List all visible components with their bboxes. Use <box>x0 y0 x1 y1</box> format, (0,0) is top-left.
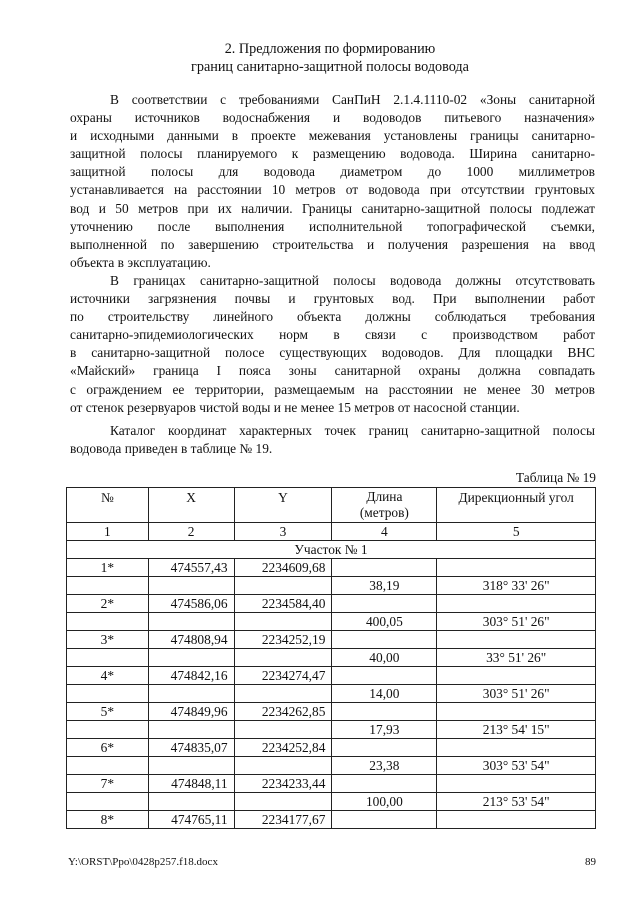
segment-row <box>67 721 596 739</box>
text-line: по строительству линейного объекта должны соблюдаться требования <box>70 309 595 325</box>
text-line: выполненной по завершению строительства и получения разрешения на ввод <box>70 236 595 252</box>
text-line: с ограждением ее территории, размещаемым на расстоянии не менее 30 метров <box>70 381 595 397</box>
table-cell: 2234584,40 <box>234 595 332 613</box>
table-cell <box>67 613 149 631</box>
table-cell <box>148 649 234 667</box>
table-cell: 6* <box>67 739 149 757</box>
table-cell: 318° 33' 26" <box>437 577 596 595</box>
header-angle: Дирекционный угол <box>437 488 596 523</box>
file-path: Y:\ORST\Ppo\0428p257.f18.docx <box>68 856 218 868</box>
table-cell: 303° 51' 26" <box>437 685 596 703</box>
header-length: Длина (метров) <box>332 488 437 523</box>
segment-row <box>67 793 596 811</box>
point-row <box>67 703 596 721</box>
table-cell <box>67 757 149 775</box>
table-cell <box>234 685 332 703</box>
text-line: от стенок резервуаров чистой воды и не менее 15 метров от насосной станции. <box>70 399 520 415</box>
table-cell <box>148 757 234 775</box>
segment-row <box>67 757 596 775</box>
table-cell <box>332 775 437 793</box>
table-header-row <box>67 488 596 523</box>
table-cell <box>234 613 332 631</box>
text-line: В границах санитарно-защитной полосы водовода должны отсутствовать <box>110 272 595 288</box>
header-x: X <box>148 488 234 523</box>
text-line: в санитарно-защитной полосе существующих водоводов. Для площадки ВНС <box>70 345 595 361</box>
table-caption: Таблица № 19 <box>515 470 596 485</box>
table-cell: 474842,16 <box>148 667 234 685</box>
table-cell <box>148 577 234 595</box>
table-cell: 14,00 <box>332 685 437 703</box>
section-title: Участок № 1 <box>67 541 596 559</box>
paragraph-catalog <box>70 422 595 458</box>
point-row <box>67 631 596 649</box>
page-number: 89 <box>585 856 596 868</box>
table-cell: 474808,94 <box>148 631 234 649</box>
table-cell: 2234177,67 <box>234 811 332 829</box>
table-cell: 8* <box>67 811 149 829</box>
table-cell <box>67 577 149 595</box>
table-cell <box>332 595 437 613</box>
table-cell <box>67 685 149 703</box>
text-line: санитарно-эпидемиологических норм в связи с производством работ <box>70 327 595 343</box>
table-cell: 474835,07 <box>148 739 234 757</box>
point-row <box>67 739 596 757</box>
page-footer <box>68 856 596 868</box>
text-line: «Майский» граница I пояса зоны санитарной охраны должна совпадать <box>70 363 595 379</box>
table-cell: 213° 53' 54" <box>437 793 596 811</box>
table-cell <box>437 739 596 757</box>
table-cell: 23,38 <box>332 757 437 775</box>
text-line: охраны источников водоснабжения и водоводов питьевого назначения» <box>70 110 595 126</box>
point-row <box>67 595 596 613</box>
table-cell: 2234252,19 <box>234 631 332 649</box>
table-cell <box>437 667 596 685</box>
table-cell <box>332 739 437 757</box>
table-body <box>67 523 596 829</box>
segment-row <box>67 577 596 595</box>
table-cell <box>332 631 437 649</box>
table-cell: 5* <box>67 703 149 721</box>
table-cell <box>67 721 149 739</box>
table-cell: 303° 51' 26" <box>437 613 596 631</box>
table-cell: 33° 51' 26" <box>437 649 596 667</box>
table-cell: 1* <box>67 559 149 577</box>
table-cell: 474586,06 <box>148 595 234 613</box>
point-row <box>67 559 596 577</box>
table-cell: 2234262,85 <box>234 703 332 721</box>
text-line: защитной полосы планируемого к размещению водовода. Ширина санитарно- <box>70 146 595 162</box>
table-cell: 40,00 <box>332 649 437 667</box>
table-cell: 2234233,44 <box>234 775 332 793</box>
column-number-row <box>67 523 596 541</box>
point-row <box>67 667 596 685</box>
table-cell <box>437 559 596 577</box>
table-cell: 4* <box>67 667 149 685</box>
heading-line-2: границ санитарно-защитной полосы водовода <box>191 59 469 75</box>
table-cell <box>437 775 596 793</box>
table-cell: 5 <box>437 523 596 541</box>
table-cell <box>234 649 332 667</box>
table-cell: 1 <box>67 523 149 541</box>
table-cell: 213° 54' 15" <box>437 721 596 739</box>
header-number: № <box>67 488 149 523</box>
table-cell: 3* <box>67 631 149 649</box>
table-cell <box>332 559 437 577</box>
table-cell <box>332 703 437 721</box>
table-cell <box>148 721 234 739</box>
table-cell: 2234252,84 <box>234 739 332 757</box>
text-line: источники загрязнения почвы и грунтовых вод. При выполнении работ <box>70 291 595 307</box>
table-cell: 474849,96 <box>148 703 234 721</box>
text-line: устанавливается на расстоянии 10 метров от водовода при отсутствии грунтовых <box>70 182 595 198</box>
table-cell <box>437 595 596 613</box>
heading-line-1: 2. Предложения по формированию <box>224 41 436 57</box>
text-line: объекта в эксплуатацию. <box>70 254 211 270</box>
point-row <box>67 775 596 793</box>
table-cell: 2 <box>148 523 234 541</box>
table-cell <box>67 793 149 811</box>
table-cell <box>67 649 149 667</box>
table-cell <box>234 757 332 775</box>
segment-row <box>67 685 596 703</box>
table-cell: 100,00 <box>332 793 437 811</box>
table-cell: 2234274,47 <box>234 667 332 685</box>
table-cell <box>437 811 596 829</box>
text-line: и исходными данными в проекте межевания установлены границы санитарно- <box>70 128 595 144</box>
table-cell <box>234 793 332 811</box>
table-cell: 474557,43 <box>148 559 234 577</box>
paragraph-requirements <box>70 91 595 417</box>
table-cell <box>148 613 234 631</box>
table-cell: 474765,11 <box>148 811 234 829</box>
table-cell: 400,05 <box>332 613 437 631</box>
text-line: В соответствии с требованиями СанПиН 2.1.4.1110-02 «Зоны санитарной <box>110 92 595 107</box>
segment-row <box>67 649 596 667</box>
table-cell <box>332 811 437 829</box>
table-cell <box>437 703 596 721</box>
table-cell <box>148 793 234 811</box>
text-line: водовода приведен в таблице № 19. <box>70 441 273 457</box>
table-cell <box>148 685 234 703</box>
text-line: защитной полосы для водовода диаметром до 1000 миллиметров <box>70 164 595 180</box>
section-heading <box>60 40 600 76</box>
table-cell <box>234 577 332 595</box>
table-cell: 2234609,68 <box>234 559 332 577</box>
table-cell: 474848,11 <box>148 775 234 793</box>
table-cell <box>437 631 596 649</box>
table-cell <box>234 721 332 739</box>
point-row <box>67 811 596 829</box>
segment-row <box>67 613 596 631</box>
text-line: Каталог координат характерных точек границ санитарно-защитной полосы <box>110 423 595 438</box>
text-line: уточнению после выполнения исполнительной топографической съемки, <box>70 218 595 234</box>
table-cell: 303° 53' 54" <box>437 757 596 775</box>
section-row <box>67 541 596 559</box>
header-y: Y <box>234 488 332 523</box>
table-cell: 38,19 <box>332 577 437 595</box>
table-cell: 4 <box>332 523 437 541</box>
table-cell: 7* <box>67 775 149 793</box>
text-line: вод и 50 метров при их наличии. Границы санитарно-защитной полосы подлежат <box>70 200 595 216</box>
table-cell: 2* <box>67 595 149 613</box>
coordinates-table <box>66 487 596 829</box>
table-cell: 17,93 <box>332 721 437 739</box>
table-cell: 3 <box>234 523 332 541</box>
table-cell <box>332 667 437 685</box>
